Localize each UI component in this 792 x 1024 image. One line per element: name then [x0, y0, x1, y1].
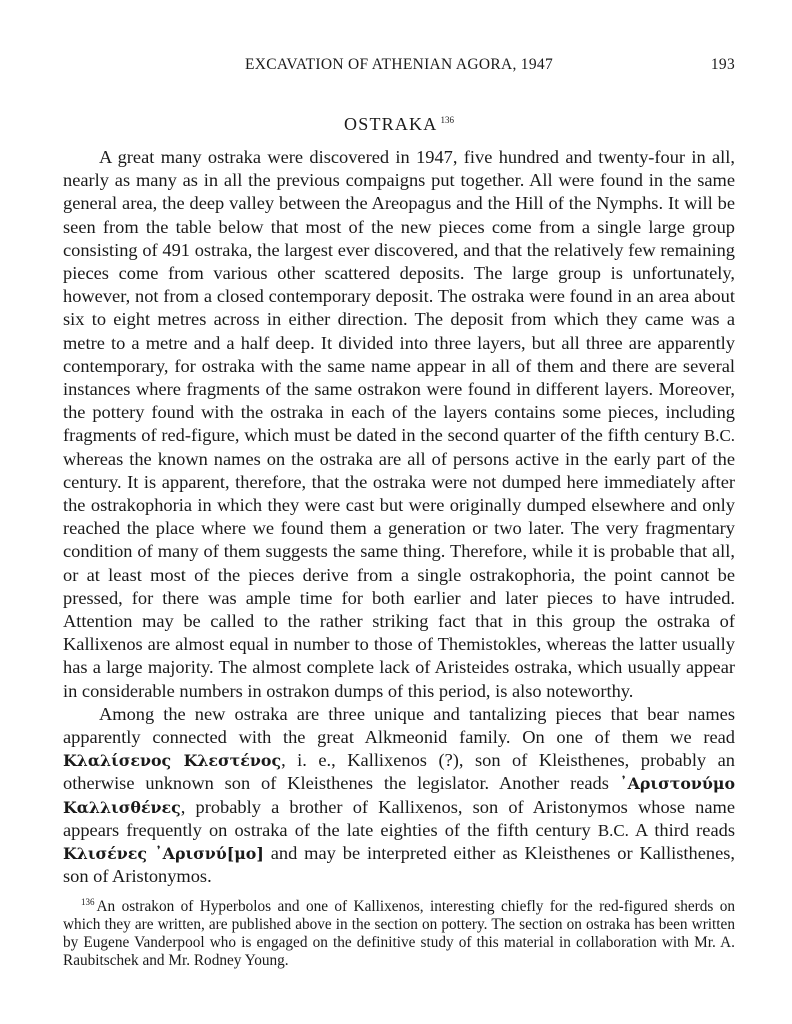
body-text [63, 146, 735, 889]
paragraph-2-text-c: , probably a brother of Kallixenos, son of Aristonymos whose name appears frequently on ostraka of the late eighties of the fifth century [63, 796, 735, 840]
paragraph-1 [63, 146, 735, 703]
paragraph-2-text-a: Among the new ostraka are three unique and tantalizing pieces that bear names apparently connected with the great Alkmeonid family. On one of them we read [63, 703, 735, 748]
paragraph-1-text-b: whereas the known names on the ostraka are all of persons active in the early part of the century. It is apparent, therefore, that the ostraka were not dumped here immediately after the ostrakophoria in which they were cast but were originally dumped elsewhere and only reached the place where we found them a generation or two later. The very fragmentary condition of many of them suggests the same thing. Therefore, while it is probable that all, or at least most of the pieces derive from a single ostrakophoria, the point cannot be pressed, for there was ample time for both earlier and later pieces to have intruded. Attention may be called to the rather striking fact that in this group the ostraka of Kallixenos are almost equal in number to those of Themistokles, whereas the latter usually has a large majority. The almost complete lack of Aristeides ostraka, which usually appear in considerable numbers in ostrakon dumps of this period, is also noteworthy. [63, 448, 735, 701]
paragraph-2 [63, 703, 735, 889]
footnote-paragraph [63, 893, 735, 970]
paragraph-2-text-e: and may be interpreted either as Kleisthenes or Kallisthenes, son of Aristonymos. [63, 843, 735, 887]
footnote-reference[interactable]: 136 [440, 115, 454, 125]
section-title [63, 114, 735, 135]
era-abbreviation: B.C. [703, 426, 735, 446]
page-number: 193 [710, 56, 735, 73]
footnote [63, 893, 735, 970]
greek-inscription-1: Κλαλίσενος Κλεστένος [63, 751, 282, 771]
greek-inscription-3: Κλισένες ᾽Αρισνύ[μο] [63, 844, 264, 864]
greek-inscription-2: ᾽Αριστονύμο Καλλισθένες [63, 774, 735, 817]
era-abbreviation-2: B.C. [597, 820, 629, 840]
section-title-text: OSTRAKA [344, 114, 438, 134]
footnote-number: 136 [81, 897, 95, 907]
paragraph-1-text: A great many ostraka were discovered in 1947, five hundred and twenty-four in all, nearly as many as in all the previous compaigns put together. All were found in the same general area, the deep valley between the Areopagus and the Hill of the Nymphs. It will be seen from the table below that most of the new pieces come from a single large group consisting of 491 ostraka, the largest ever discovered, and that the relatively few remaining pieces come from various other scattered deposits. The large group is unfortunately, however, not from a closed contemporary deposit. The ostraka were found in an area about six to eight metres across in either direction. The deposit from which they came was a metre to a metre and a half deep. It divided into three layers, but all three are apparently contemporary, for ostraka with the same name appear in all of them and there are several instances where fragments of the same ostrakon were found in different layers. Moreover, the pottery found with the ostraka in each of the layers contains some pieces, including fragments of red-figure, which must be dated in the second quarter of the fifth century [63, 147, 735, 446]
paragraph-2-text-d: A third reads [634, 819, 735, 840]
paragraph-2-text-b: , i. e., Kallixenos (?), son of Kleisthenes, probably an otherwise unknown son of Kleisthenes the legislator. Another reads [63, 750, 735, 794]
footnote-text: An ostrakon of Hyperbolos and one of Kallixenos, interesting chiefly for the red-figured sherds on which they are written, are published above in the section on pottery. The section on ostraka has been written by Eugene Vanderpool who is engaged on the definitive study of this material in collaboration with Mr. A. Raubitschek and Mr. Rodney Young. [63, 898, 735, 969]
running-title: EXCAVATION OF ATHENIAN AGORA, 1947 [244, 56, 554, 73]
running-header [63, 56, 735, 76]
